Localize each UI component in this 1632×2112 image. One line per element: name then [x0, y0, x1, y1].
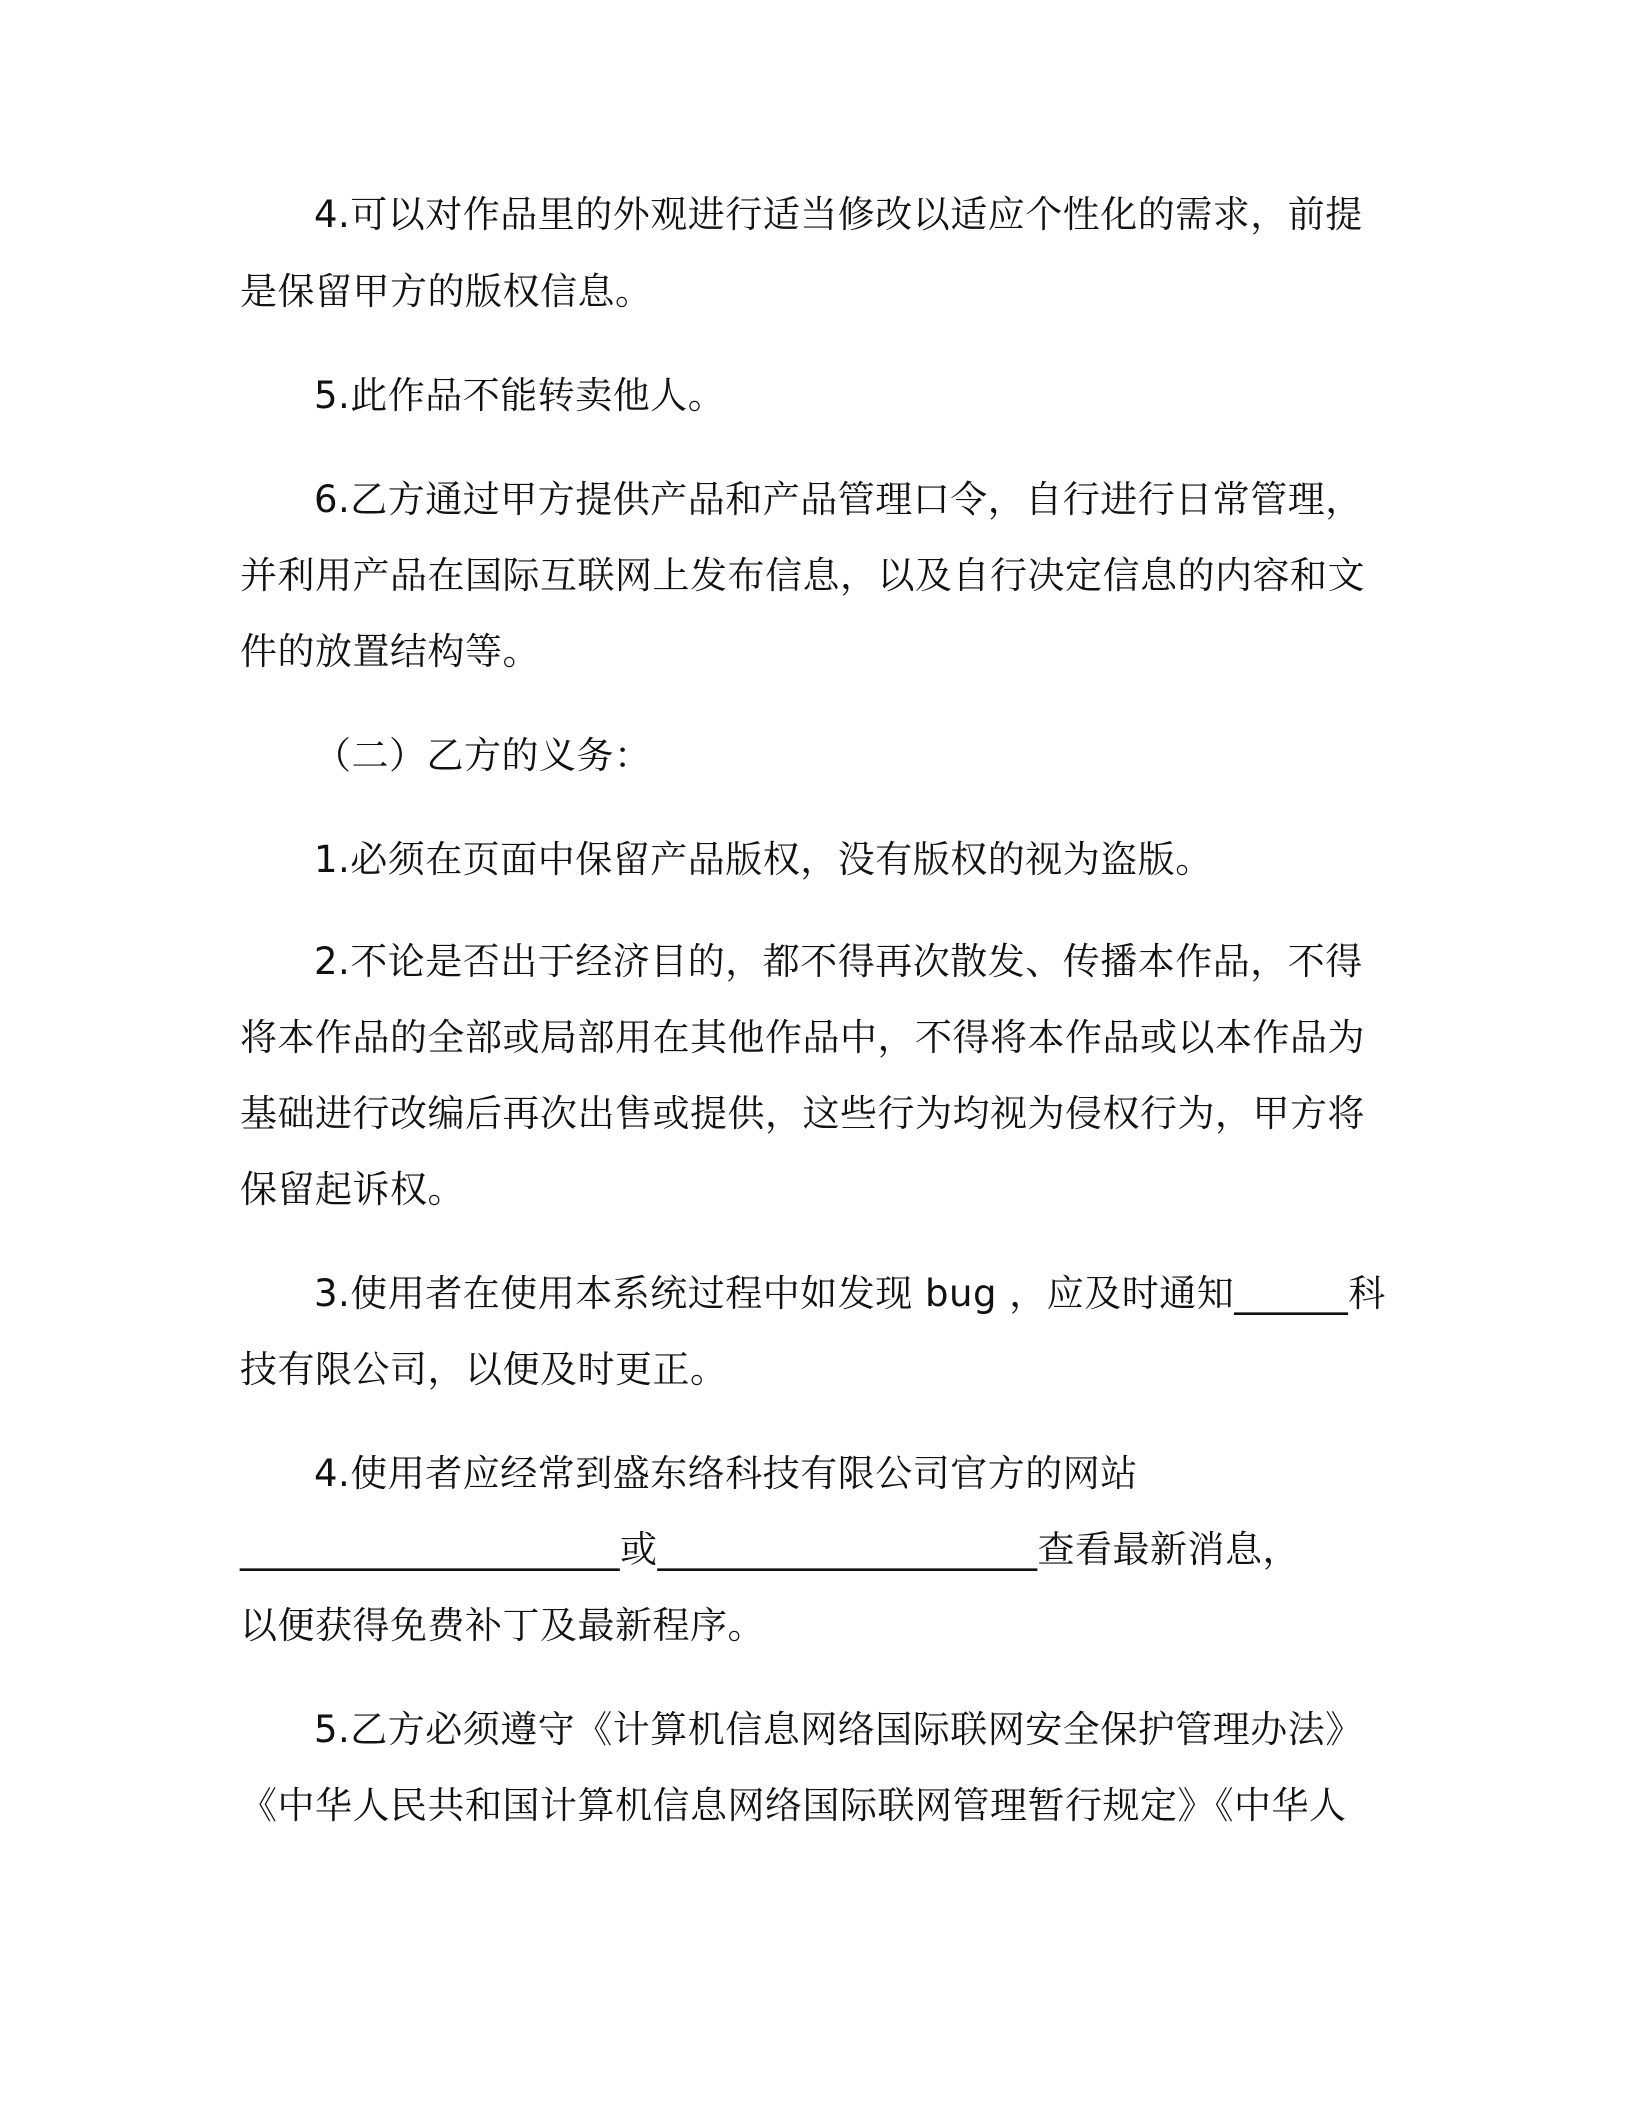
duty-2-line-1: 2.不论是否出于经济目的，都不得再次散发、传播本作品，不得: [314, 940, 1363, 983]
duty-5-line-2: 《中华人民共和国计算机信息网络国际联网管理暂行规定》《中华人: [240, 1784, 1347, 1827]
section-heading: （二）乙方的义务：: [314, 734, 652, 777]
duty-4-line-2: ____________________或____________________查看最新消息，: [240, 1528, 1300, 1571]
clause-6-line-1: 6.乙方通过甲方提供产品和产品管理口令，自行进行日常管理，: [314, 478, 1363, 521]
duty-3-line-1: 3.使用者在使用本系统过程中如发现 bug ，应及时通知______科: [314, 1272, 1386, 1315]
duty-2-line-4: 保留起诉权。: [240, 1168, 465, 1211]
duty-2-line-2: 将本作品的全部或局部用在其他作品中，不得将本作品或以本作品为: [240, 1016, 1365, 1059]
duty-4-line-3: 以便获得免费补丁及最新程序。: [240, 1604, 765, 1647]
duty-2-line-3: 基础进行改编后再次出售或提供，这些行为均视为侵权行为，甲方将: [240, 1092, 1365, 1135]
duty-3-line-2: 技有限公司，以便及时更正。: [240, 1348, 728, 1391]
clause-5-line-1: 5.此作品不能转卖他人。: [314, 374, 726, 417]
duty-1-line-1: 1.必须在页面中保留产品版权，没有版权的视为盗版。: [314, 838, 1213, 881]
clause-4-line-1: 4.可以对作品里的外观进行适当修改以适应个性化的需求，前提: [314, 193, 1363, 236]
clause-6-line-3: 件的放置结构等。: [240, 630, 540, 673]
clause-6-line-2: 并利用产品在国际互联网上发布信息，以及自行决定信息的内容和文: [240, 554, 1365, 597]
duty-5-line-1: 5.乙方必须遵守《计算机信息网络国际联网安全保护管理办法》: [314, 1708, 1363, 1751]
duty-4-line-1: 4.使用者应经常到盛东络科技有限公司官方的网站: [314, 1452, 1138, 1495]
clause-4-line-2: 是保留甲方的版权信息。: [240, 270, 653, 313]
